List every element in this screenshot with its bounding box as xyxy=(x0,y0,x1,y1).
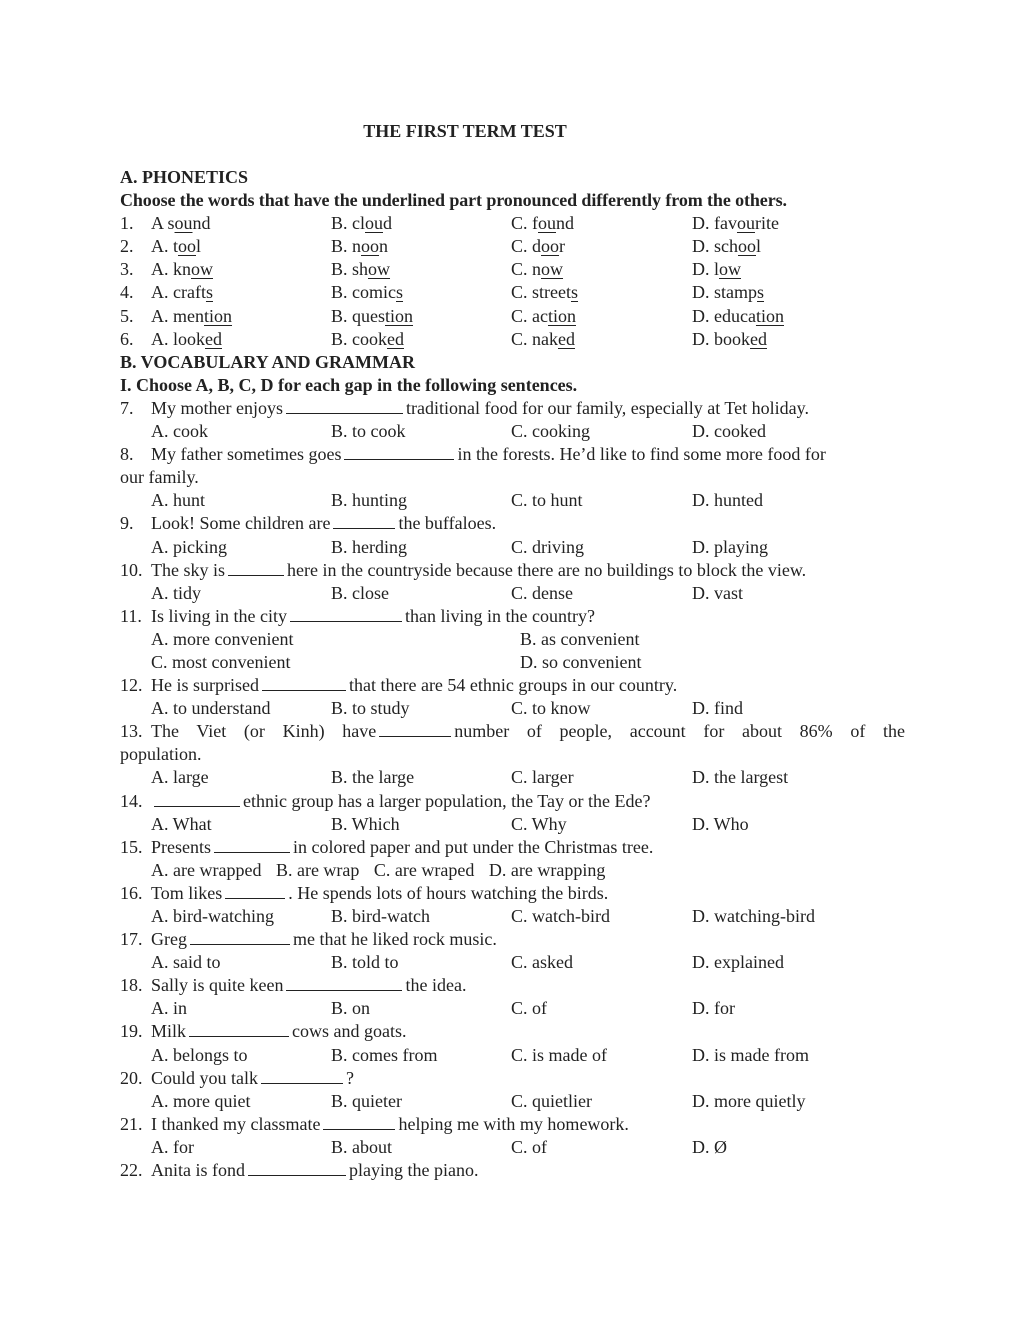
option-c[interactable]: C. door xyxy=(511,236,566,257)
question-13-continued: population. xyxy=(120,744,202,765)
options-17 xyxy=(120,951,905,974)
answer-blank[interactable] xyxy=(379,722,451,737)
option-c[interactable]: C. is made of xyxy=(511,1044,607,1065)
option-a[interactable]: A. looked xyxy=(151,328,222,349)
option-c[interactable]: C. asked xyxy=(511,952,573,973)
option-d[interactable]: D. so convenient xyxy=(520,651,642,672)
question-3: 3. A. know B. show C. now D. low xyxy=(120,258,905,281)
answer-blank[interactable] xyxy=(262,676,346,691)
option-a[interactable]: A. What xyxy=(151,813,212,834)
option-b[interactable]: B. cloud xyxy=(331,213,392,234)
question-19: 19. Milk cows and goats. xyxy=(120,1021,407,1042)
option-c[interactable]: C. now xyxy=(511,259,564,280)
options-19 xyxy=(120,1044,905,1067)
option-c[interactable]: C. naked xyxy=(511,328,575,349)
option-d[interactable]: D. booked xyxy=(692,328,767,349)
option-c[interactable]: C. Why xyxy=(511,813,567,834)
option-d[interactable]: D. find xyxy=(692,698,743,719)
option-a[interactable]: A. belongs to xyxy=(151,1044,248,1065)
option-c[interactable]: C. driving xyxy=(511,536,585,557)
option-a[interactable]: A. picking xyxy=(151,536,227,557)
option-a[interactable]: A. tool xyxy=(151,236,202,257)
option-a[interactable]: A. are wrapped xyxy=(151,859,262,880)
answer-blank[interactable] xyxy=(286,399,403,414)
question-21: 21. I thanked my classmate helping me with my homework. xyxy=(120,1113,629,1134)
question-8-continued: our family. xyxy=(120,467,199,488)
option-c[interactable]: C. watch-bird xyxy=(511,906,610,926)
options-12 xyxy=(120,697,905,720)
option-d[interactable]: D. are wrapping xyxy=(488,859,606,880)
option-b[interactable]: B. are wrap xyxy=(275,859,360,880)
question-11: 11. Is living in the city than living in the country? xyxy=(120,605,595,626)
options-16 xyxy=(120,905,905,928)
answer-blank[interactable] xyxy=(333,514,395,529)
phonetics-heading: A. PHONETICS xyxy=(120,167,249,187)
option-b[interactable]: B. close xyxy=(331,582,389,603)
options-15 xyxy=(120,859,905,882)
option-b[interactable]: B. show xyxy=(331,259,391,280)
options-11-row2 xyxy=(120,651,905,674)
option-b[interactable]: B. question xyxy=(331,305,414,326)
option-d[interactable]: D. stamps xyxy=(692,282,765,303)
options-11-row1 xyxy=(120,628,905,651)
option-d[interactable]: D. hunted xyxy=(692,490,763,511)
options-13 xyxy=(120,766,905,789)
answer-blank[interactable] xyxy=(154,792,240,807)
option-c[interactable]: C. action xyxy=(511,305,576,326)
test-content xyxy=(120,166,905,1182)
answer-blank[interactable] xyxy=(189,1022,289,1037)
option-a[interactable]: A. hunt xyxy=(151,490,205,511)
option-d[interactable]: D. playing xyxy=(692,536,768,557)
question-6: 6. A. looked B. cooked C. naked D. booked xyxy=(120,328,905,351)
option-c[interactable]: C. to hunt xyxy=(511,490,583,511)
option-d[interactable]: D. favourite xyxy=(692,213,779,234)
option-d[interactable]: D. low xyxy=(692,259,741,280)
answer-blank[interactable] xyxy=(323,1115,395,1130)
answer-blank[interactable] xyxy=(286,976,402,991)
option-a[interactable]: A. more quiet xyxy=(151,1090,251,1111)
answer-blank[interactable] xyxy=(261,1069,343,1084)
option-a[interactable]: A. large xyxy=(151,767,209,788)
vocab-heading: B. VOCABULARY AND GRAMMAR xyxy=(120,351,416,372)
option-b[interactable]: B. hunting xyxy=(331,490,408,511)
option-c[interactable]: C. of xyxy=(511,1136,547,1157)
question-4: 4. A. crafts B. comics C. streets D. stamps xyxy=(120,281,905,304)
option-b[interactable]: B. on xyxy=(331,998,371,1019)
option-a[interactable]: A. tidy xyxy=(151,582,202,603)
question-18: 18. Sally is quite keen the idea. xyxy=(120,975,467,996)
option-c[interactable]: C. dense xyxy=(511,582,573,603)
question-12: 12. He is surprised that there are 54 ethnic groups in our country. xyxy=(120,675,678,696)
option-a[interactable]: A. bird-watching xyxy=(151,906,274,926)
option-b[interactable]: B. told to xyxy=(331,952,399,973)
option-c[interactable]: C. cooking xyxy=(511,421,590,442)
answer-blank[interactable] xyxy=(225,884,285,899)
option-b[interactable]: B. cooked xyxy=(331,328,404,349)
question-9: 9. Look! Some children are the buffaloes. xyxy=(120,513,497,534)
option-a[interactable]: A. know xyxy=(151,259,213,280)
option-d[interactable]: D. more quietly xyxy=(692,1090,806,1111)
question-8: 8. My father sometimes goes in the forests. He’d like to find some more food for xyxy=(120,444,826,465)
option-a[interactable]: A. in xyxy=(151,998,187,1019)
option-d[interactable]: D. education xyxy=(692,305,784,326)
option-b[interactable]: B. to cook xyxy=(331,421,406,442)
vocab-instruction: I. Choose A, B, C, D for each gap in the following sentences. xyxy=(120,374,578,395)
question-13: 13. The Viet (or Kinh) have number of people, account for about 86% of the xyxy=(120,721,906,742)
question-1: 1. A sound B. cloud C. found D. favourite xyxy=(120,212,905,235)
answer-blank[interactable] xyxy=(228,561,284,576)
question-5: 5. A. mention B. question C. action D. education xyxy=(120,305,905,328)
question-17: 17. Greg me that he liked rock music. xyxy=(120,929,497,950)
answer-blank[interactable] xyxy=(248,1161,346,1176)
question-2: 2. A. tool B. noon C. door D. school xyxy=(120,235,905,258)
option-b[interactable]: B. to study xyxy=(331,698,410,719)
option-b[interactable]: B. about xyxy=(331,1136,392,1157)
options-7 xyxy=(120,420,905,443)
answer-blank[interactable] xyxy=(214,838,290,853)
question-7: 7. My mother enjoys traditional food for our family, especially at Tet holiday. xyxy=(120,397,809,418)
question-14: 14. ethnic group has a larger population, the Tay or the Ede? xyxy=(120,790,651,811)
option-c[interactable]: C. are wraped xyxy=(373,859,475,880)
option-b[interactable]: B. Which xyxy=(331,813,400,834)
option-c[interactable]: C. to know xyxy=(511,698,591,719)
option-d[interactable]: D. for xyxy=(692,998,735,1019)
option-d[interactable]: D. is made from xyxy=(692,1044,809,1065)
option-b[interactable]: B. bird-watch xyxy=(331,906,430,926)
question-16: 16. Tom likes . He spends lots of hours watching the birds. xyxy=(120,882,609,903)
option-d[interactable]: D. vast xyxy=(692,582,743,603)
option-c[interactable]: C. quietlier xyxy=(511,1090,592,1111)
options-9 xyxy=(120,536,905,559)
option-b[interactable]: B. as convenient xyxy=(520,628,640,649)
option-b[interactable]: B. quieter xyxy=(331,1090,402,1111)
option-a[interactable]: A. cook xyxy=(151,421,208,442)
option-c[interactable]: C. larger xyxy=(511,767,574,788)
option-a[interactable]: A. more convenient xyxy=(151,628,294,649)
option-b[interactable]: B. comics xyxy=(331,282,404,303)
question-15: 15. Presents in colored paper and put under the Christmas tree. xyxy=(120,836,654,857)
option-c[interactable]: C. streets xyxy=(511,282,579,303)
options-14 xyxy=(120,813,905,836)
options-20 xyxy=(120,1090,905,1113)
answer-blank[interactable] xyxy=(344,445,454,460)
options-18 xyxy=(120,997,905,1020)
answer-blank[interactable] xyxy=(290,607,402,622)
option-b[interactable]: B. herding xyxy=(331,536,407,557)
question-20: 20. Could you talk ? xyxy=(120,1067,354,1088)
option-b[interactable]: B. noon xyxy=(331,236,389,257)
question-22: 22. Anita is fond playing the piano. xyxy=(120,1160,479,1181)
option-d[interactable]: D. cooked xyxy=(692,421,766,442)
option-b[interactable]: B. comes from xyxy=(331,1044,438,1065)
options-21 xyxy=(120,1136,905,1159)
option-d[interactable]: D. the largest xyxy=(692,767,789,788)
option-d[interactable]: D. watching-bird xyxy=(692,906,815,926)
option-a[interactable]: A. for xyxy=(151,1136,194,1157)
option-d[interactable]: D. Who xyxy=(692,813,749,834)
option-c[interactable]: C. found xyxy=(511,213,574,234)
option-c[interactable]: C. most convenient xyxy=(151,651,291,672)
question-10: 10. The sky is here in the countryside because there are no buildings to block the view. xyxy=(120,559,807,580)
option-c[interactable]: C. of xyxy=(511,998,547,1019)
option-a[interactable]: A. to understand xyxy=(151,698,271,719)
option-a[interactable]: A. crafts xyxy=(151,282,213,303)
option-a[interactable]: A sound xyxy=(151,213,211,234)
phonetics-instruction: Choose the words that have the underlined part pronounced differently from the others. xyxy=(120,190,787,211)
answer-blank[interactable] xyxy=(190,930,290,945)
option-a[interactable]: A. mention xyxy=(151,305,233,326)
option-d[interactable]: D. Ø xyxy=(692,1136,727,1157)
option-b[interactable]: B. the large xyxy=(331,767,415,788)
options-8 xyxy=(120,489,905,512)
option-d[interactable]: D. school xyxy=(692,236,762,257)
option-d[interactable]: D. explained xyxy=(692,952,784,973)
options-10 xyxy=(120,582,905,605)
option-a[interactable]: A. said to xyxy=(151,952,221,973)
page-title: THE FIRST TERM TEST xyxy=(363,121,567,141)
